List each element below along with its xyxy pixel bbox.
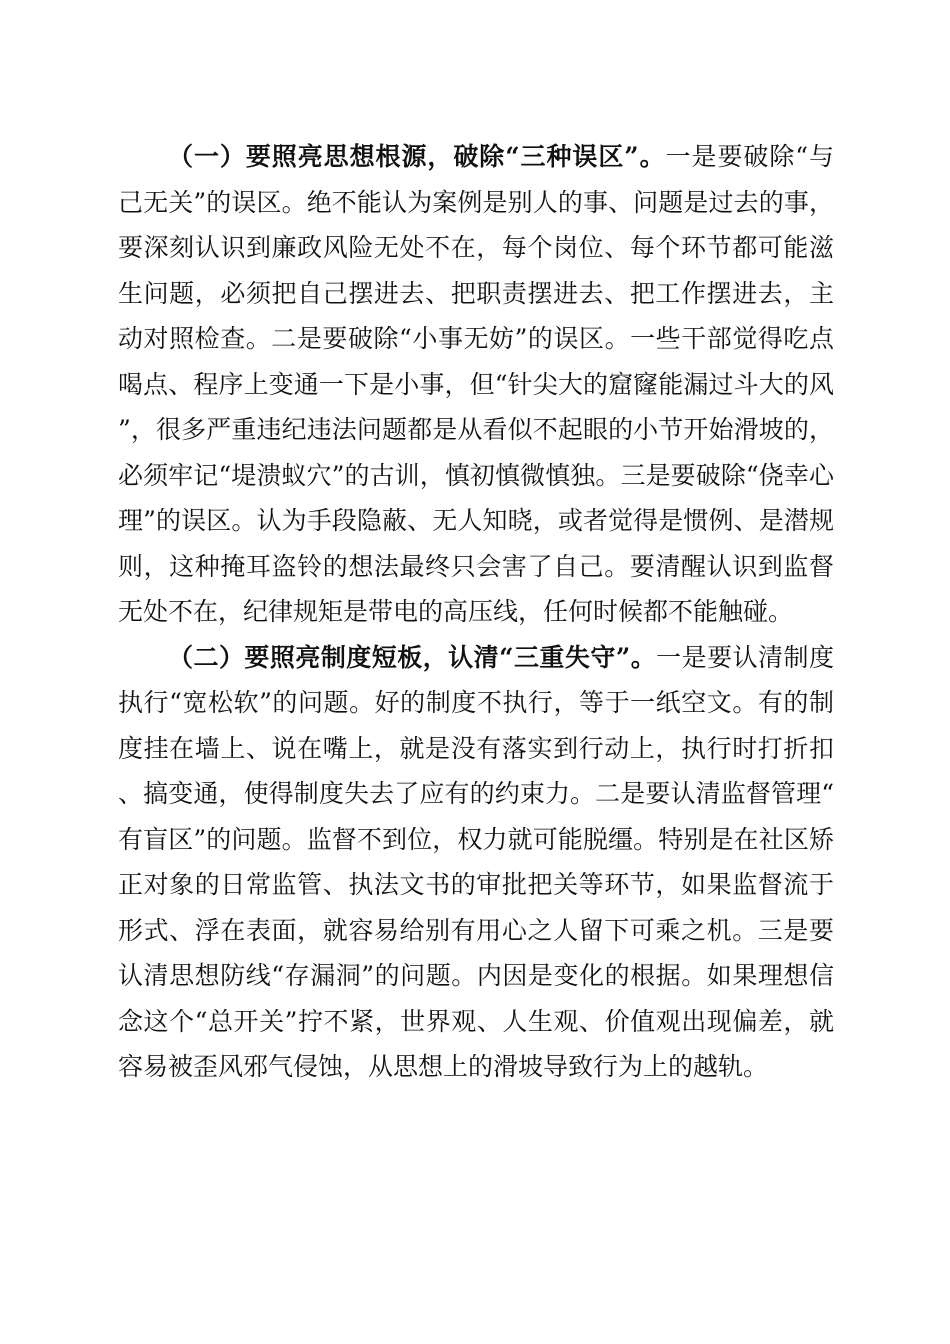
document-body <box>118 134 834 1090</box>
paragraph-1-body: 一是要破除“与己无关”的误区。绝不能认为案例是别人的事、问题是过去的事，要深刻认识到廉政风险无处不在，每个岗位、每个环节都可能滋生问题，必须把自己摆进去、把职责摆进去、把工作摆进去，主动对照检查。二是要破除“小事无妨”的误区。一些干部觉得吃点喝点、程序上变通一下是小事，但“针尖大的窟窿能漏过斗大的风”，很多严重违纪违法问题都是从看似不起眼的小节开始滑坡的，必须牢记“堤溃蚁穴”的古训，慎初慎微慎独。三是要破除“侥幸心理”的误区。认为手段隐蔽、无人知晓，或者觉得是惯例、是潜规则，这种掩耳盗铃的想法最终只会害了自己。要清醒认识到监督无处不在，纪律规矩是带电的高压线，任何时候都不能触碰。 <box>118 142 834 626</box>
paragraph-1-heading: （一）要照亮思想根源，破除“三种误区”。 <box>168 142 666 171</box>
paragraph-2-heading: （二）要照亮制度短板，认清“三重失守”。 <box>168 642 657 672</box>
paragraph-2 <box>118 635 834 1090</box>
paragraph-2-body: 一是要认清制度执行“宽松软”的问题。好的制度不执行，等于一纸空文。有的制度挂在墙上、说在嘴上，就是没有落实到行动上，执行时打折扣、搞变通，使得制度失去了应有的约束力。二是要认清监督管理“有盲区”的问题。监督不到位，权力就可能脱缰。特别是在社区矫正对象的日常监管、执法文书的审批把关等环节，如果监督流于形式、浮在表面，就容易给别有用心之人留下可乘之机。三是要认清思想防线“存漏洞”的问题。内因是变化的根据。如果理想信念这个“总开关”拧不紧，世界观、人生观、价值观出现偏差，就容易被歪风邪气侵蚀，从思想上的滑坡导致行为上的越轨。 <box>118 642 834 1081</box>
paragraph-1 <box>118 134 834 635</box>
